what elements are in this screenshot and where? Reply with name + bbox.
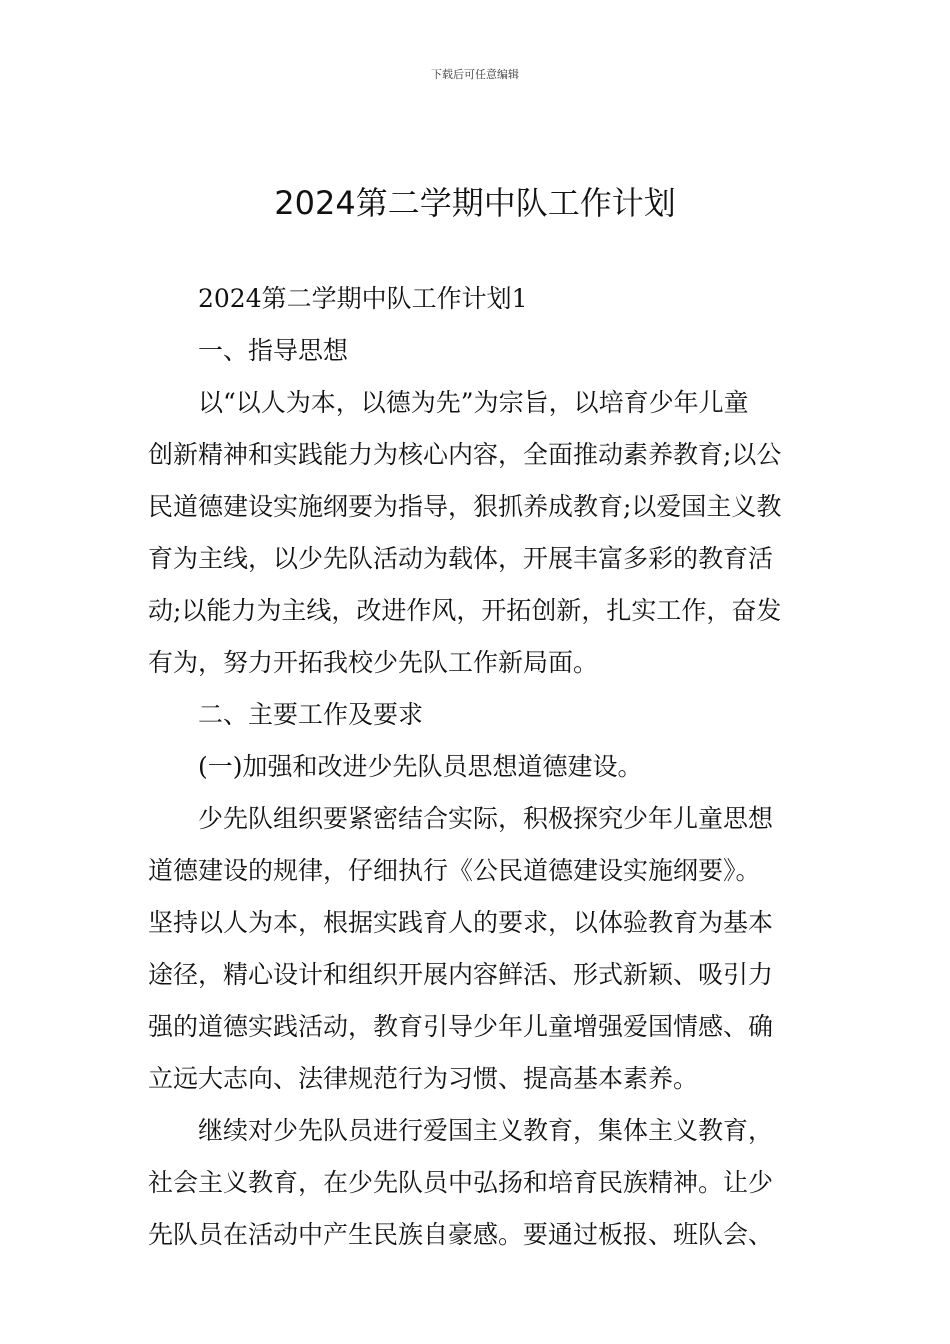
- body-line: 先队员在活动中产生民族自豪感。要通过板报、班队会、: [148, 1220, 774, 1249]
- body-line: 社会主义教育，在少先队员中弘扬和培育民族精神。让少: [148, 1168, 774, 1197]
- body-line: 坚持以人为本，根据实践育人的要求，以体验教育为基本: [148, 908, 774, 937]
- section-heading: 一、指导思想: [198, 336, 349, 365]
- body-line: 育为主线，以少先队活动为载体，开展丰富多彩的教育活: [148, 544, 774, 573]
- body-line: 民道德建设实施纲要为指导，狠抓养成教育;以爱国主义教: [148, 492, 782, 521]
- body-line: 有为，努力开拓我校少先队工作新局面。: [148, 648, 599, 677]
- body-line: 少先队组织要紧密结合实际，积极探究少年儿童思想: [198, 804, 774, 833]
- body-line: 立远大志向、法律规范行为习惯、提高基本素养。: [148, 1064, 699, 1093]
- body-line: 途径，精心设计和组织开展内容鲜活、形式新颖、吸引力: [148, 960, 774, 989]
- header-note: 下载后可任意编辑: [431, 68, 519, 81]
- body-line: 继续对少先队员进行爱国主义教育，集体主义教育，: [198, 1116, 774, 1145]
- subsection-heading: (一)加强和改进少先队员思想道德建设。: [198, 752, 643, 781]
- body-line: 强的道德实践活动，教育引导少年儿童增强爱国情感、确: [148, 1012, 774, 1041]
- document-body: [148, 273, 808, 1261]
- body-line: 道德建设的规律，仔细执行《公民道德建设实施纲要》。: [148, 856, 761, 885]
- section-heading: 二、主要工作及要求: [198, 700, 424, 729]
- body-line: 创新精神和实践能力为核心内容，全面推动素养教育;以公: [148, 440, 782, 469]
- body-line: 动;以能力为主线，改进作风，开拓创新，扎实工作，奋发: [148, 596, 782, 625]
- body-line: 2024第二学期中队工作计划1: [198, 284, 528, 313]
- document-title: 2024第二学期中队工作计划: [274, 184, 676, 222]
- body-line: 以“以人为本，以德为先”为宗旨，以培育少年儿童: [198, 388, 749, 417]
